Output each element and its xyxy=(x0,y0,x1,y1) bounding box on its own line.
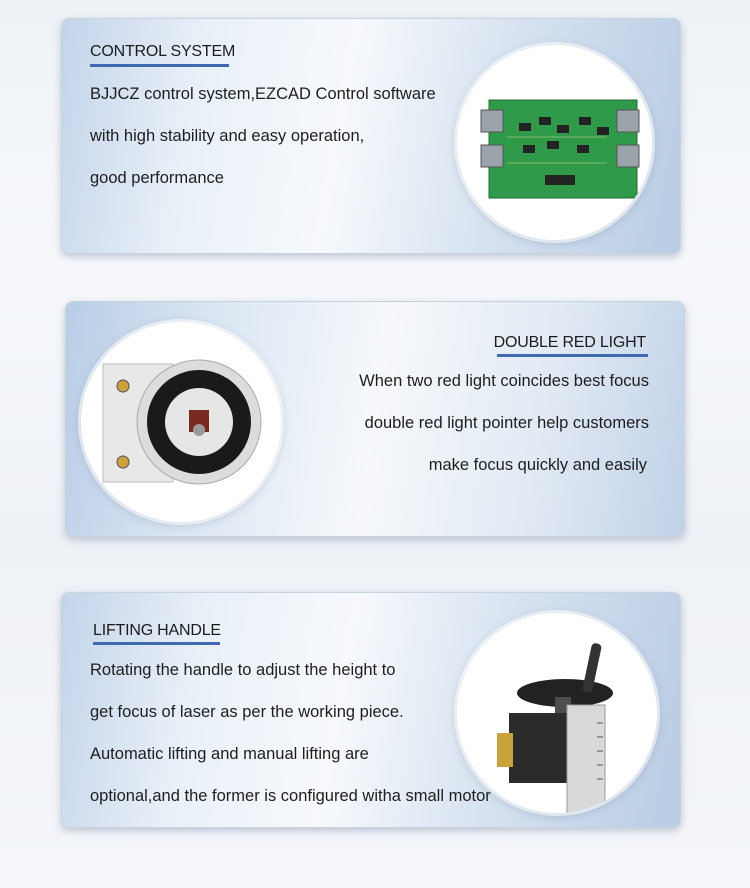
description-line: with high stability and easy operation, xyxy=(90,127,365,145)
heading-underline xyxy=(93,642,220,645)
handle-icon xyxy=(457,613,657,813)
lifting-handle-card xyxy=(61,592,681,828)
description-line: When two red light coincides best focus xyxy=(359,372,649,390)
section-heading: LIFTING HANDLE xyxy=(93,622,221,639)
heading-underline xyxy=(90,64,229,67)
section-heading: DOUBLE RED LIGHT xyxy=(493,334,646,351)
description-line: BJJCZ control system,EZCAD Control software xyxy=(90,85,436,103)
double-red-light-card xyxy=(65,301,685,537)
description-line: Rotating the handle to adjust the height to xyxy=(90,661,396,679)
description-line: Automatic lifting and manual lifting are xyxy=(90,745,369,763)
control-system-card xyxy=(61,18,681,254)
pcb-board-icon xyxy=(457,45,652,240)
section-heading: CONTROL SYSTEM xyxy=(90,43,236,60)
red-light-lens-image xyxy=(81,322,281,522)
control-board-image xyxy=(457,45,652,240)
description-line: optional,and the former is configured witha small motor xyxy=(90,787,491,805)
description-line: get focus of laser as per the working piece. xyxy=(90,703,404,721)
description-line: good performance xyxy=(90,169,224,187)
description-line: double red light pointer help customers xyxy=(364,414,649,432)
description-line: make focus quickly and easily xyxy=(428,456,647,474)
lens-icon xyxy=(81,322,281,522)
lifting-handle-image xyxy=(457,613,657,813)
heading-underline xyxy=(497,354,648,357)
